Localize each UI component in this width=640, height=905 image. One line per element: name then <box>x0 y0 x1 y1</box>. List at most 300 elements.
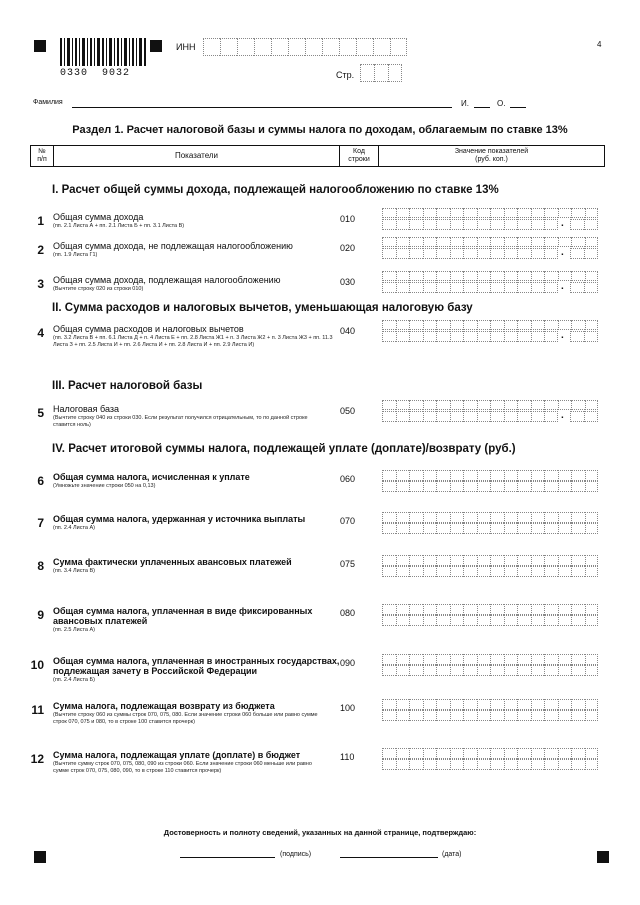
char-cell[interactable] <box>517 320 531 330</box>
char-cell[interactable] <box>490 654 504 665</box>
char-cell[interactable] <box>517 748 531 759</box>
char-cell[interactable] <box>396 523 410 534</box>
char-cell[interactable] <box>396 566 410 577</box>
char-cell[interactable] <box>382 282 396 293</box>
char-cell[interactable] <box>584 282 598 293</box>
char-cell[interactable] <box>450 470 464 481</box>
char-cell[interactable] <box>477 411 491 422</box>
char-cell[interactable] <box>584 248 598 259</box>
char-cell[interactable] <box>382 759 396 770</box>
value-field-upper[interactable] <box>382 400 598 410</box>
char-cell[interactable] <box>360 64 374 82</box>
char-cell[interactable] <box>558 699 572 710</box>
char-cell[interactable] <box>477 604 491 615</box>
char-cell[interactable] <box>531 512 545 523</box>
char-cell[interactable] <box>558 665 572 676</box>
char-cell[interactable] <box>409 248 423 259</box>
char-cell[interactable] <box>382 411 396 422</box>
value-field-rubles[interactable] <box>382 615 598 626</box>
char-cell[interactable] <box>436 555 450 566</box>
char-cell[interactable] <box>477 615 491 626</box>
char-cell[interactable] <box>490 219 504 230</box>
char-cell[interactable] <box>450 555 464 566</box>
char-cell[interactable] <box>396 615 410 626</box>
char-cell[interactable] <box>409 411 423 422</box>
char-cell[interactable] <box>517 282 531 293</box>
char-cell[interactable] <box>558 208 572 218</box>
char-cell[interactable] <box>571 665 585 676</box>
char-cell[interactable] <box>382 320 396 330</box>
char-cell[interactable] <box>558 710 572 721</box>
char-cell[interactable] <box>477 282 491 293</box>
char-cell[interactable] <box>517 411 531 422</box>
char-cell[interactable] <box>463 523 477 534</box>
char-cell[interactable] <box>477 699 491 710</box>
char-cell[interactable] <box>382 710 396 721</box>
char-cell[interactable] <box>504 615 518 626</box>
char-cell[interactable] <box>409 759 423 770</box>
char-cell[interactable] <box>271 38 288 56</box>
char-cell[interactable] <box>436 411 450 422</box>
char-cell[interactable] <box>531 237 545 247</box>
char-cell[interactable] <box>585 470 599 481</box>
char-cell[interactable] <box>396 710 410 721</box>
char-cell[interactable] <box>409 320 423 330</box>
char-cell[interactable] <box>409 400 423 410</box>
char-cell[interactable] <box>436 710 450 721</box>
char-cell[interactable] <box>436 604 450 615</box>
char-cell[interactable] <box>504 512 518 523</box>
char-cell[interactable] <box>504 237 518 247</box>
char-cell[interactable] <box>463 481 477 492</box>
char-cell[interactable] <box>517 208 531 218</box>
char-cell[interactable] <box>477 481 491 492</box>
char-cell[interactable] <box>450 699 464 710</box>
char-cell[interactable] <box>436 665 450 676</box>
char-cell[interactable] <box>585 566 599 577</box>
char-cell[interactable] <box>382 523 396 534</box>
char-cell[interactable] <box>571 237 585 247</box>
char-cell[interactable] <box>463 710 477 721</box>
char-cell[interactable] <box>585 208 599 218</box>
char-cell[interactable] <box>504 759 518 770</box>
char-cell[interactable] <box>531 759 545 770</box>
char-cell[interactable] <box>570 219 584 230</box>
char-cell[interactable] <box>504 411 518 422</box>
char-cell[interactable] <box>490 615 504 626</box>
date-field[interactable] <box>340 857 438 858</box>
char-cell[interactable] <box>544 555 558 566</box>
char-cell[interactable] <box>584 331 598 342</box>
char-cell[interactable] <box>203 38 220 56</box>
char-cell[interactable] <box>423 555 437 566</box>
char-cell[interactable] <box>409 615 423 626</box>
char-cell[interactable] <box>585 512 599 523</box>
char-cell[interactable] <box>558 555 572 566</box>
char-cell[interactable] <box>463 759 477 770</box>
char-cell[interactable] <box>423 748 437 759</box>
char-cell[interactable] <box>436 699 450 710</box>
char-cell[interactable] <box>436 282 450 293</box>
char-cell[interactable] <box>571 320 585 330</box>
char-cell[interactable] <box>544 615 558 626</box>
char-cell[interactable] <box>409 699 423 710</box>
char-cell[interactable] <box>531 699 545 710</box>
char-cell[interactable] <box>504 219 518 230</box>
char-cell[interactable] <box>463 411 477 422</box>
char-cell[interactable] <box>490 555 504 566</box>
char-cell[interactable] <box>423 615 437 626</box>
char-cell[interactable] <box>504 699 518 710</box>
char-cell[interactable] <box>504 320 518 330</box>
char-cell[interactable] <box>477 759 491 770</box>
char-cell[interactable] <box>463 219 477 230</box>
char-cell[interactable] <box>504 604 518 615</box>
char-cell[interactable] <box>396 759 410 770</box>
value-field-kopecks[interactable] <box>570 331 598 342</box>
char-cell[interactable] <box>571 699 585 710</box>
char-cell[interactable] <box>558 237 572 247</box>
char-cell[interactable] <box>463 604 477 615</box>
char-cell[interactable] <box>477 710 491 721</box>
char-cell[interactable] <box>463 566 477 577</box>
char-cell[interactable] <box>409 710 423 721</box>
char-cell[interactable] <box>477 512 491 523</box>
char-cell[interactable] <box>558 320 572 330</box>
char-cell[interactable] <box>450 248 464 259</box>
char-cell[interactable] <box>396 699 410 710</box>
value-field-upper[interactable] <box>382 237 598 247</box>
i-field[interactable] <box>474 107 490 108</box>
char-cell[interactable] <box>463 470 477 481</box>
char-cell[interactable] <box>490 237 504 247</box>
char-cell[interactable] <box>517 237 531 247</box>
char-cell[interactable] <box>396 282 410 293</box>
char-cell[interactable] <box>517 523 531 534</box>
char-cell[interactable] <box>558 512 572 523</box>
char-cell[interactable] <box>490 282 504 293</box>
char-cell[interactable] <box>396 481 410 492</box>
char-cell[interactable] <box>531 523 545 534</box>
char-cell[interactable] <box>571 654 585 665</box>
char-cell[interactable] <box>571 555 585 566</box>
char-cell[interactable] <box>544 604 558 615</box>
char-cell[interactable] <box>585 237 599 247</box>
char-cell[interactable] <box>423 320 437 330</box>
char-cell[interactable] <box>544 219 558 230</box>
char-cell[interactable] <box>490 699 504 710</box>
char-cell[interactable] <box>477 665 491 676</box>
char-cell[interactable] <box>423 208 437 218</box>
char-cell[interactable] <box>423 248 437 259</box>
char-cell[interactable] <box>544 523 558 534</box>
char-cell[interactable] <box>423 699 437 710</box>
char-cell[interactable] <box>531 566 545 577</box>
char-cell[interactable] <box>490 470 504 481</box>
char-cell[interactable] <box>531 271 545 281</box>
char-cell[interactable] <box>436 512 450 523</box>
char-cell[interactable] <box>463 271 477 281</box>
char-cell[interactable] <box>463 400 477 410</box>
char-cell[interactable] <box>544 699 558 710</box>
char-cell[interactable] <box>396 512 410 523</box>
char-cell[interactable] <box>396 271 410 281</box>
page-field[interactable] <box>360 64 402 82</box>
value-field-rubles[interactable] <box>382 710 598 721</box>
char-cell[interactable] <box>517 665 531 676</box>
char-cell[interactable] <box>544 566 558 577</box>
char-cell[interactable] <box>531 710 545 721</box>
char-cell[interactable] <box>517 759 531 770</box>
char-cell[interactable] <box>450 604 464 615</box>
char-cell[interactable] <box>504 654 518 665</box>
char-cell[interactable] <box>544 665 558 676</box>
char-cell[interactable] <box>436 248 450 259</box>
char-cell[interactable] <box>558 748 572 759</box>
char-cell[interactable] <box>382 665 396 676</box>
char-cell[interactable] <box>409 470 423 481</box>
char-cell[interactable] <box>558 615 572 626</box>
inn-field[interactable] <box>203 38 407 56</box>
char-cell[interactable] <box>584 411 598 422</box>
char-cell[interactable] <box>544 411 558 422</box>
char-cell[interactable] <box>373 38 390 56</box>
char-cell[interactable] <box>531 320 545 330</box>
char-cell[interactable] <box>490 604 504 615</box>
char-cell[interactable] <box>585 699 599 710</box>
char-cell[interactable] <box>409 331 423 342</box>
char-cell[interactable] <box>396 219 410 230</box>
char-cell[interactable] <box>531 282 545 293</box>
char-cell[interactable] <box>504 481 518 492</box>
char-cell[interactable] <box>544 512 558 523</box>
char-cell[interactable] <box>463 699 477 710</box>
value-field-upper[interactable] <box>382 208 598 218</box>
char-cell[interactable] <box>531 470 545 481</box>
char-cell[interactable] <box>504 523 518 534</box>
char-cell[interactable] <box>288 38 305 56</box>
char-cell[interactable] <box>450 208 464 218</box>
char-cell[interactable] <box>585 748 599 759</box>
char-cell[interactable] <box>585 665 599 676</box>
char-cell[interactable] <box>490 331 504 342</box>
char-cell[interactable] <box>517 699 531 710</box>
char-cell[interactable] <box>450 512 464 523</box>
value-field-upper[interactable] <box>382 320 598 330</box>
char-cell[interactable] <box>436 481 450 492</box>
char-cell[interactable] <box>436 615 450 626</box>
char-cell[interactable] <box>544 710 558 721</box>
char-cell[interactable] <box>490 523 504 534</box>
char-cell[interactable] <box>490 665 504 676</box>
char-cell[interactable] <box>382 555 396 566</box>
char-cell[interactable] <box>423 400 437 410</box>
char-cell[interactable] <box>423 654 437 665</box>
char-cell[interactable] <box>477 748 491 759</box>
char-cell[interactable] <box>570 411 584 422</box>
char-cell[interactable] <box>531 411 545 422</box>
char-cell[interactable] <box>477 271 491 281</box>
char-cell[interactable] <box>490 748 504 759</box>
char-cell[interactable] <box>382 748 396 759</box>
char-cell[interactable] <box>490 481 504 492</box>
char-cell[interactable] <box>477 523 491 534</box>
char-cell[interactable] <box>558 481 572 492</box>
char-cell[interactable] <box>504 710 518 721</box>
char-cell[interactable] <box>517 566 531 577</box>
value-field-upper[interactable] <box>382 271 598 281</box>
char-cell[interactable] <box>423 331 437 342</box>
char-cell[interactable] <box>423 566 437 577</box>
char-cell[interactable] <box>544 271 558 281</box>
char-cell[interactable] <box>463 282 477 293</box>
char-cell[interactable] <box>436 654 450 665</box>
char-cell[interactable] <box>517 248 531 259</box>
char-cell[interactable] <box>490 248 504 259</box>
char-cell[interactable] <box>436 320 450 330</box>
char-cell[interactable] <box>382 208 396 218</box>
char-cell[interactable] <box>382 615 396 626</box>
char-cell[interactable] <box>585 271 599 281</box>
char-cell[interactable] <box>305 38 322 56</box>
char-cell[interactable] <box>409 555 423 566</box>
char-cell[interactable] <box>490 271 504 281</box>
char-cell[interactable] <box>463 237 477 247</box>
char-cell[interactable] <box>585 654 599 665</box>
char-cell[interactable] <box>382 481 396 492</box>
char-cell[interactable] <box>544 481 558 492</box>
char-cell[interactable] <box>463 320 477 330</box>
char-cell[interactable] <box>356 38 373 56</box>
char-cell[interactable] <box>396 331 410 342</box>
char-cell[interactable] <box>382 331 396 342</box>
char-cell[interactable] <box>504 400 518 410</box>
char-cell[interactable] <box>322 38 339 56</box>
char-cell[interactable] <box>477 654 491 665</box>
char-cell[interactable] <box>382 400 396 410</box>
char-cell[interactable] <box>254 38 271 56</box>
value-field-upper[interactable] <box>382 470 598 481</box>
char-cell[interactable] <box>570 248 584 259</box>
char-cell[interactable] <box>463 512 477 523</box>
value-field-upper[interactable] <box>382 555 598 566</box>
char-cell[interactable] <box>450 710 464 721</box>
char-cell[interactable] <box>531 219 545 230</box>
char-cell[interactable] <box>423 665 437 676</box>
char-cell[interactable] <box>409 523 423 534</box>
value-field-upper[interactable] <box>382 604 598 615</box>
char-cell[interactable] <box>544 248 558 259</box>
char-cell[interactable] <box>570 331 584 342</box>
char-cell[interactable] <box>490 566 504 577</box>
char-cell[interactable] <box>504 555 518 566</box>
char-cell[interactable] <box>531 604 545 615</box>
char-cell[interactable] <box>423 523 437 534</box>
char-cell[interactable] <box>544 331 558 342</box>
char-cell[interactable] <box>382 271 396 281</box>
char-cell[interactable] <box>423 282 437 293</box>
char-cell[interactable] <box>409 481 423 492</box>
value-field-upper[interactable] <box>382 699 598 710</box>
char-cell[interactable] <box>531 615 545 626</box>
char-cell[interactable] <box>585 604 599 615</box>
char-cell[interactable] <box>585 710 599 721</box>
char-cell[interactable] <box>558 470 572 481</box>
char-cell[interactable] <box>396 237 410 247</box>
char-cell[interactable] <box>477 566 491 577</box>
char-cell[interactable] <box>517 481 531 492</box>
char-cell[interactable] <box>585 759 599 770</box>
char-cell[interactable] <box>436 759 450 770</box>
char-cell[interactable] <box>436 271 450 281</box>
char-cell[interactable] <box>463 331 477 342</box>
char-cell[interactable] <box>382 219 396 230</box>
char-cell[interactable] <box>396 654 410 665</box>
char-cell[interactable] <box>517 219 531 230</box>
char-cell[interactable] <box>423 237 437 247</box>
char-cell[interactable] <box>531 748 545 759</box>
char-cell[interactable] <box>558 604 572 615</box>
char-cell[interactable] <box>517 555 531 566</box>
char-cell[interactable] <box>558 654 572 665</box>
value-field-kopecks[interactable] <box>570 248 598 259</box>
char-cell[interactable] <box>571 481 585 492</box>
char-cell[interactable] <box>423 604 437 615</box>
value-field-rubles[interactable] <box>382 331 558 342</box>
char-cell[interactable] <box>390 38 407 56</box>
char-cell[interactable] <box>517 271 531 281</box>
char-cell[interactable] <box>423 470 437 481</box>
char-cell[interactable] <box>409 665 423 676</box>
char-cell[interactable] <box>490 710 504 721</box>
char-cell[interactable] <box>544 748 558 759</box>
char-cell[interactable] <box>517 615 531 626</box>
char-cell[interactable] <box>409 512 423 523</box>
char-cell[interactable] <box>517 331 531 342</box>
char-cell[interactable] <box>450 411 464 422</box>
char-cell[interactable] <box>504 566 518 577</box>
char-cell[interactable] <box>504 208 518 218</box>
value-field-upper[interactable] <box>382 512 598 523</box>
surname-field[interactable] <box>72 107 452 108</box>
char-cell[interactable] <box>450 481 464 492</box>
char-cell[interactable] <box>436 237 450 247</box>
char-cell[interactable] <box>450 237 464 247</box>
char-cell[interactable] <box>531 481 545 492</box>
char-cell[interactable] <box>544 759 558 770</box>
char-cell[interactable] <box>436 208 450 218</box>
char-cell[interactable] <box>544 654 558 665</box>
char-cell[interactable] <box>544 208 558 218</box>
char-cell[interactable] <box>570 282 584 293</box>
char-cell[interactable] <box>531 331 545 342</box>
char-cell[interactable] <box>382 470 396 481</box>
char-cell[interactable] <box>382 654 396 665</box>
char-cell[interactable] <box>423 710 437 721</box>
char-cell[interactable] <box>409 271 423 281</box>
char-cell[interactable] <box>450 654 464 665</box>
char-cell[interactable] <box>423 759 437 770</box>
char-cell[interactable] <box>477 320 491 330</box>
char-cell[interactable] <box>423 481 437 492</box>
char-cell[interactable] <box>450 282 464 293</box>
char-cell[interactable] <box>490 411 504 422</box>
char-cell[interactable] <box>477 555 491 566</box>
char-cell[interactable] <box>374 64 388 82</box>
char-cell[interactable] <box>571 470 585 481</box>
char-cell[interactable] <box>409 219 423 230</box>
char-cell[interactable] <box>396 400 410 410</box>
